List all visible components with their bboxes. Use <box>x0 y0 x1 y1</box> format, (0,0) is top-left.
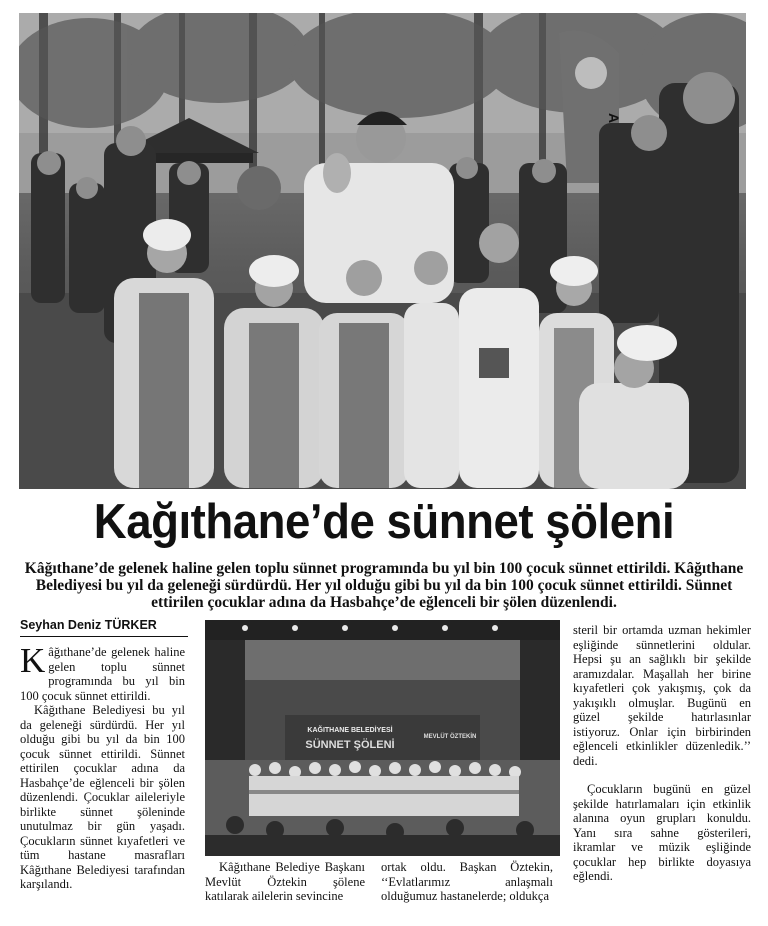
stage-banner-line1: KAĞITHANE BELEDİYESİ <box>307 727 393 734</box>
deck-summary: Kâğıthane’de gelenek haline gelen toplu sünnet programında bu yıl bin 100 çocuk sünnet ettirildi. Kâğıthane Belediyesi bu yıl da geleneği sürdürdü. Her yıl olduğu gibi bu yıl da bin 100 çocuk sünnet ettirildi. Sünnet ettirilen çocuklar adına da Hasbahçe’de eğlenceli bir şölen düzenlendi. <box>24 560 744 611</box>
stage-banner-line3: MEVLÜT ÖZTEKİN <box>423 734 477 740</box>
paragraph: steril bir ortamda uzman hekimler eşliğinde sünnetlerini oldular. Hepsi şu an sağlıklı bir şekilde aramızdalar. Maşallah her birine kıyafetleri çok yakışmış, çok da yakışıklı olmuşlar. Bugünü en güzel şekilde hatırlasınlar istiyoruz. Onlar için birbirinden eğlenceli etkinlikler düzenledik.’’ dedi. <box>573 623 751 768</box>
byline: Seyhan Deniz TÜRKER <box>20 617 188 637</box>
body-column-2 <box>205 860 365 904</box>
body-column-1 <box>20 641 185 892</box>
stage-banner-line2: SÜNNET ŞÖLENİ <box>305 739 395 751</box>
paragraph: Kâğıthane Belediyesi bu yıl da geleneği sürdürdü. Her yıl olduğu gibi bu yıl da bin 100 çocuk sünnet ettirildi. Sünnet ettirilen çocuklar adına da Hasbahçe’de eğlenceli bir şölen düzenlendi. Çocuklar aileleriyle birlikte sünnet şöleninde unutulmaz bir gün yaşadı. Çocukların sünnet kıyafetleri ve tüm hastane masrafları Kâğıthane Belediyesi tarafından karşılandı. <box>20 703 185 891</box>
body-column-4 <box>573 623 751 884</box>
dropcap: K <box>20 641 46 680</box>
paragraph: Kâğıthane Belediye Başkanı Mevlüt Öztekin şölene katılarak ailelerin sevincine <box>205 860 365 903</box>
stage-photo <box>205 620 560 856</box>
paragraph-text: âğıthane’de gelenek haline gelen toplu sünnet programında bu yıl bin 100 çocuk sünnet ettirildi. <box>20 645 185 703</box>
paragraph: Çocukların bugünü en güzel şekilde hatırlamaları için etkinlik alanına oyun grupları konuldu. Yanı sıra sahne gösterileri, ikramlar ve müzik eşliğinde çocuklar hep birlikte doyasıya eğlendi. <box>573 782 751 883</box>
main-photo <box>19 13 746 489</box>
paragraph <box>20 641 185 703</box>
body-column-3 <box>381 860 553 904</box>
paragraph: ortak oldu. Başkan Öztekin, ‘‘Evlatlarımız anlaşmalı olduğumuz hastanelerde; oldukça <box>381 860 553 903</box>
headline: Kağıthane’de sünnet şöleni <box>93 495 675 549</box>
